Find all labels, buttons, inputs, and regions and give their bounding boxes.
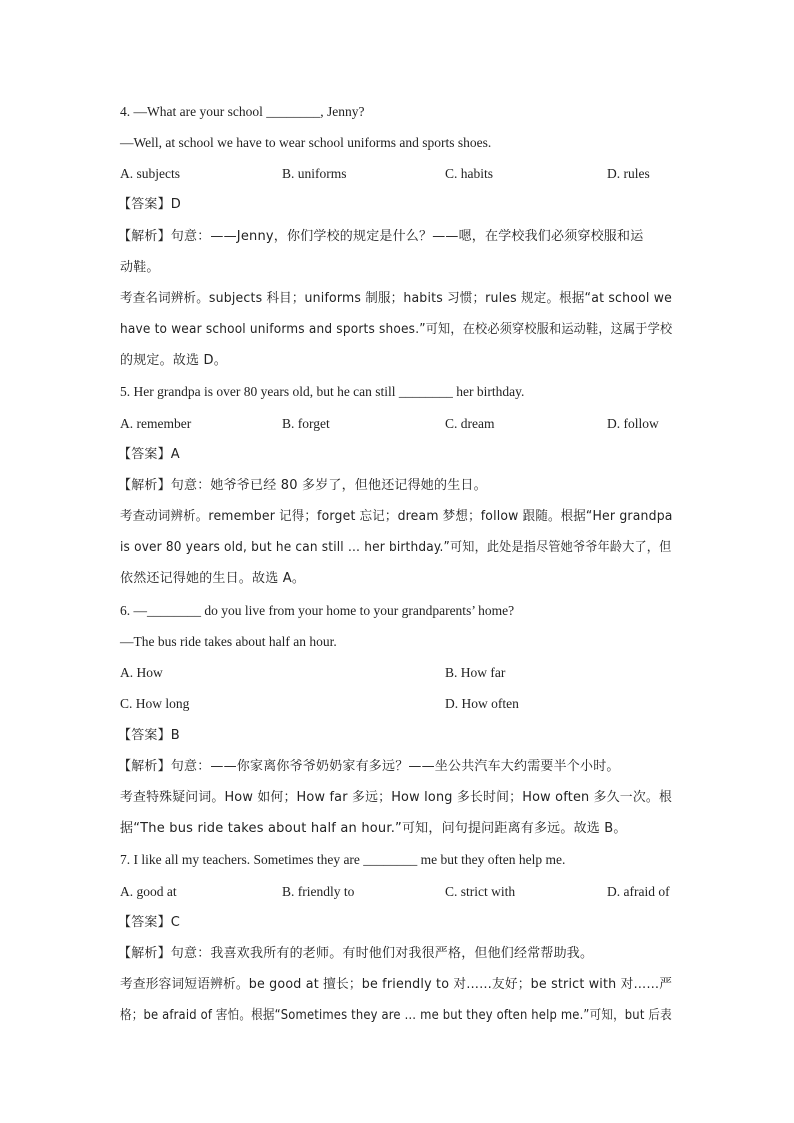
question-7-stem: 7. I like all my teachers. Sometimes they are ________ me but they often help me. [120, 852, 566, 867]
q5-option-a: A. remember [120, 416, 192, 431]
q4-option-d: D. rules [607, 166, 650, 181]
q5-option-d: D. follow [607, 416, 659, 431]
q7-option-d: D. afraid of [607, 884, 670, 899]
q7-analysis: 【解析】句意：我喜欢我所有的老师。有时他们对我很严格，但他们经常帮助我。 [118, 946, 594, 961]
q6-answer: 【答案】B [118, 728, 180, 743]
question-6-reply: —The bus ride takes about half an hour. [120, 634, 337, 649]
question-5-stem: 5. Her grandpa is over 80 years old, but he can still ________ her birthday. [120, 384, 525, 399]
q6-option-b: B. How far [445, 665, 506, 680]
q5-option-b: B. forget [282, 416, 330, 431]
q5-explain-1: 考查动词辨析。remember 记得；forget 忘记；dream 梦想；follow 跟随。根据“Her grandpa [120, 509, 673, 524]
question-4-reply: —Well, at school we have to wear school uniforms and sports shoes. [120, 135, 492, 150]
q6-explain-2: 据“The bus ride takes about half an hour.”可知，问句提问距离有多远。故选 B。 [120, 821, 627, 836]
q4-explain-2: have to wear school uniforms and sports shoes.”可知，在校必须穿校服和运动鞋，这属于学校 [120, 322, 673, 337]
q6-explain-1: 考查特殊疑问词。How 如何；How far 多远；How long 多长时间；How often 多久一次。根 [120, 790, 673, 805]
q5-explain-2: is over 80 years old, but he can still … her birthday.”可知，此处是指尽管她爷爷年龄大了，但 [120, 540, 672, 555]
q6-option-c: C. How long [120, 696, 190, 711]
q4-analysis: 【解析】句意：——Jenny，你们学校的规定是什么？——嗯，在学校我们必须穿校服和运 [118, 229, 644, 244]
q4-option-b: B. uniforms [282, 166, 347, 181]
q5-answer: 【答案】A [118, 447, 180, 462]
q7-explain-1: 考查形容词短语辨析。be good at 擅长；be friendly to 对……友好；be strict with 对……严 [120, 977, 673, 992]
q5-explain-3: 依然还记得她的生日。故选 A。 [120, 571, 306, 586]
q7-answer: 【答案】C [118, 915, 181, 930]
q4-option-c: C. habits [445, 166, 494, 181]
question-6-stem: 6. —________ do you live from your home to your grandparents’ home? [120, 603, 515, 618]
q6-option-a: A. How [120, 665, 163, 680]
q4-option-a: A. subjects [120, 166, 180, 181]
q5-analysis: 【解析】句意：她爷爷已经 80 多岁了，但他还记得她的生日。 [118, 478, 487, 493]
q4-explain-1: 考查名词辨析。subjects 科目；uniforms 制服；habits 习惯；rules 规定。根据“at school we [120, 291, 673, 306]
q7-option-b: B. friendly to [282, 884, 355, 899]
q7-explain-2: 格；be afraid of 害怕。根据“Sometimes they are … me but they often help me.”可知，but 后表 [120, 1008, 672, 1023]
q4-answer: 【答案】D [118, 197, 182, 212]
q7-option-a: A. good at [120, 884, 177, 899]
q6-analysis: 【解析】句意：——你家离你爷爷奶奶家有多远？——坐公共汽车大约需要半个小时。 [118, 759, 620, 774]
question-4-stem: 4. —What are your school ________, Jenny? [120, 104, 365, 119]
q4-analysis-cont: 动鞋。 [120, 260, 160, 275]
q4-explain-3: 的规定。故选 D。 [120, 353, 227, 368]
q7-option-c: C. strict with [445, 884, 516, 899]
q6-option-d: D. How often [445, 696, 519, 711]
q5-option-c: C. dream [445, 416, 495, 431]
